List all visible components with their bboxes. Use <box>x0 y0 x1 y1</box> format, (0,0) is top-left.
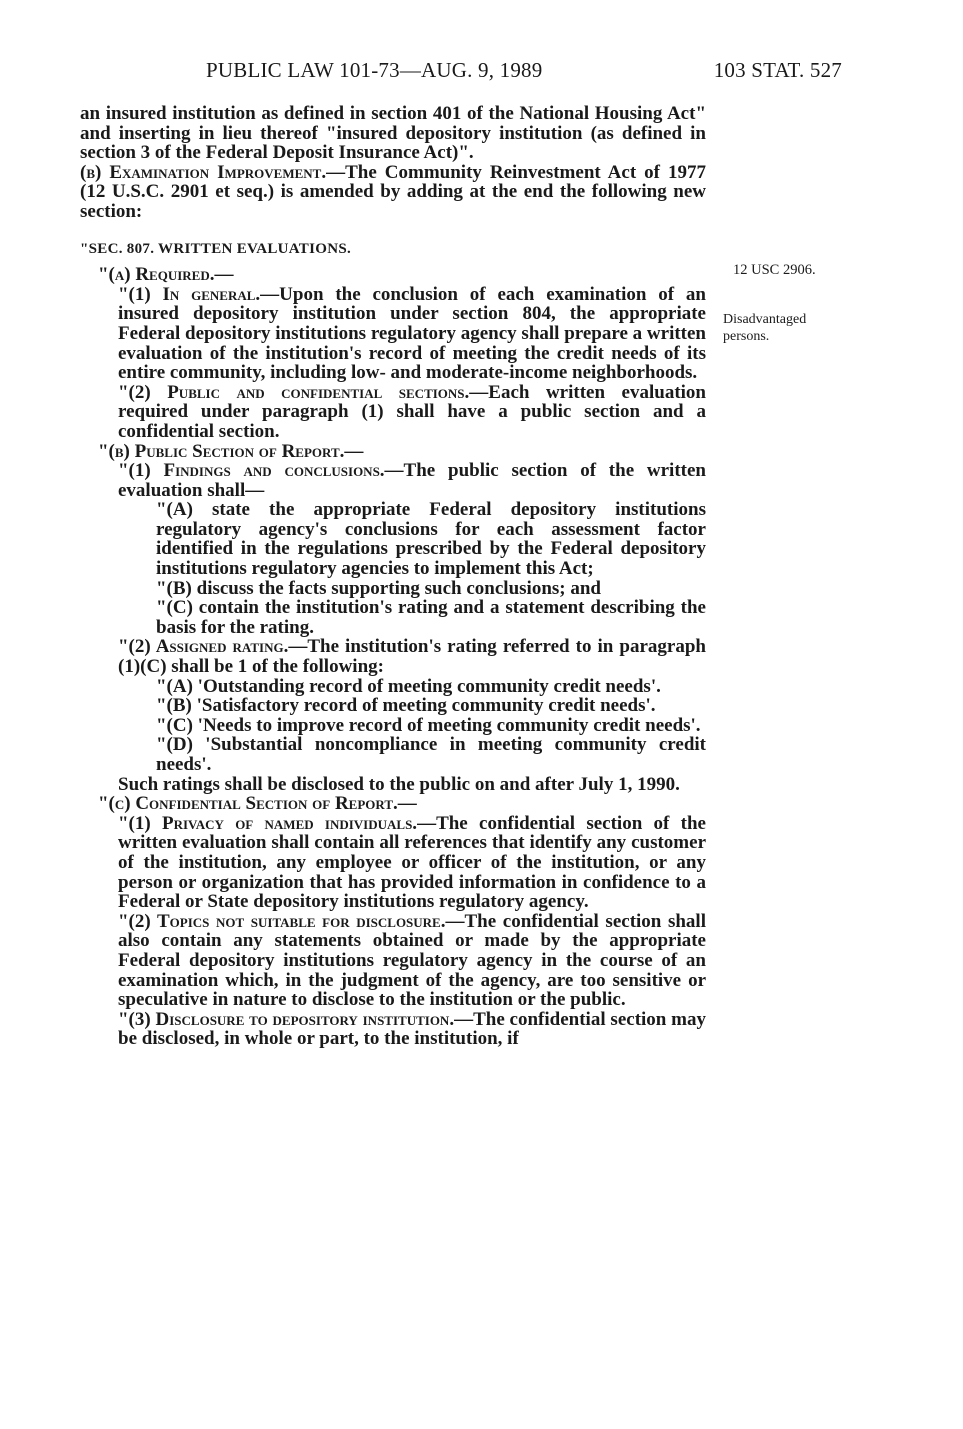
subsection-c2 <box>80 912 706 1010</box>
rating-C: "(C) 'Needs to improve record of meeting community credit needs'. <box>156 714 701 736</box>
section-heading: "SEC. 807. WRITTEN EVALUATIONS. <box>80 240 352 257</box>
page-header <box>80 58 842 88</box>
subsection-c1-heading: "(1) Privacy of named individuals. <box>118 812 418 834</box>
header-title: PUBLIC LAW 101-73—AUG. 9, 1989 <box>206 58 543 82</box>
subsection-a2-heading: "(2) Public and confidential sections. <box>118 381 470 403</box>
subsection-b1 <box>80 461 706 500</box>
subsection-a2-text: —Each written evaluation required under paragraph (1) shall have a public section and a confidential section. <box>118 381 706 442</box>
subsection-a-heading: "(a) Required.— <box>98 264 234 286</box>
paragraph-continued: an insured institution as defined in section 401 of the National Housing Act" and inserting in lieu thereof "insured depository institution (as defined in section 3 of the Federal Deposit Insurance Act)". <box>80 103 706 164</box>
subsection-a2 <box>80 383 706 442</box>
subsection-b2 <box>80 637 706 676</box>
subsection-b2-text: —The institution's rating referred to in paragraph (1)(C) shall be 1 of the following: <box>118 636 706 678</box>
subsection-c1 <box>80 814 706 912</box>
subsection-c3 <box>80 1010 706 1049</box>
subsection-a1-heading: "(1) In general. <box>118 283 261 305</box>
margin-note-usc: 12 USC 2906. <box>733 262 816 278</box>
subsection-b1-B: "(B) discuss the facts supporting such conclusions; and <box>156 577 601 599</box>
subsection-b1-C: "(C) contain the institution's rating and a statement describing the basis for the rating. <box>156 597 706 638</box>
subsection-c2-heading: "(2) Topics not suitable for disclosure. <box>118 910 446 932</box>
paragraph-b-heading: (b) Examination Improvement. <box>80 161 327 183</box>
header-stat: 103 STAT. 527 <box>713 58 842 82</box>
subsection-c-heading: "(c) Confidential Section of Report.— <box>98 793 417 815</box>
subsection-b1-heading: "(1) Findings and conclusions. <box>118 460 385 482</box>
paragraph-b-text: —The Community Reinvestment Act of 1977 (12 U.S.C. 2901 et seq.) is amended by adding at the end the following new section: <box>80 161 707 222</box>
subsection-a1-text: —Upon the conclusion of each examination of an insured depository institution under section 804, the appropriate Federal depository institutions regulatory agency shall prepare a written evaluation of the institution's record of meeting the credit needs of its entire community, including low- and moderate-income neighborhoods. <box>118 283 706 384</box>
subsection-b1-A: "(A) state the appropriate Federal depository institutions regulatory agency's conclusions for each assessment factor identified in the regulations prescribed by the Federal depository institutions regulatory agencies to implement this Act; <box>156 499 706 580</box>
rating-B: "(B) 'Satisfactory record of meeting community credit needs'. <box>156 695 656 717</box>
subsection-b-heading: "(b) Public Section of Report.— <box>98 440 364 462</box>
subsection-b1-text: —The public section of the written evaluation shall— <box>118 460 706 501</box>
subsection-c3-text: —The confidential section may be disclosed, in whole or part, to the institution, if <box>118 1008 706 1050</box>
paragraph-b <box>80 163 706 222</box>
subsection-c3-heading: "(3) Disclosure to depository institution. <box>118 1008 455 1030</box>
subsection-a1 <box>80 285 706 383</box>
subsection-b2-heading: "(2) Assigned rating. <box>118 636 289 658</box>
rating-A: "(A) 'Outstanding record of meeting community credit needs'. <box>156 675 661 697</box>
rating-D: "(D) 'Substantial noncompliance in meeting community credit needs'. <box>156 734 706 775</box>
ratings-disclosure: Such ratings shall be disclosed to the public on and after July 1, 1990. <box>118 773 680 795</box>
subsection-c2-text: —The confidential section shall also contain any statements obtained or made by the appropriate Federal depository institutions regulatory agency in the course of an examination which, in the judgment of the agency, are too sensitive or speculative in nature to disclose to the institution or the public. <box>118 910 706 1011</box>
margin-note-disadvantaged: Disadvantaged persons. <box>723 312 807 344</box>
document-body <box>80 104 706 1049</box>
subsection-c1-text: —The confidential section of the written evaluation shall contain all references that identify any customer of the institution, any employee or officer of the institution, or any person or organization that has provided information in confidence to a Federal or State depository institutions regulatory agency. <box>118 812 706 913</box>
